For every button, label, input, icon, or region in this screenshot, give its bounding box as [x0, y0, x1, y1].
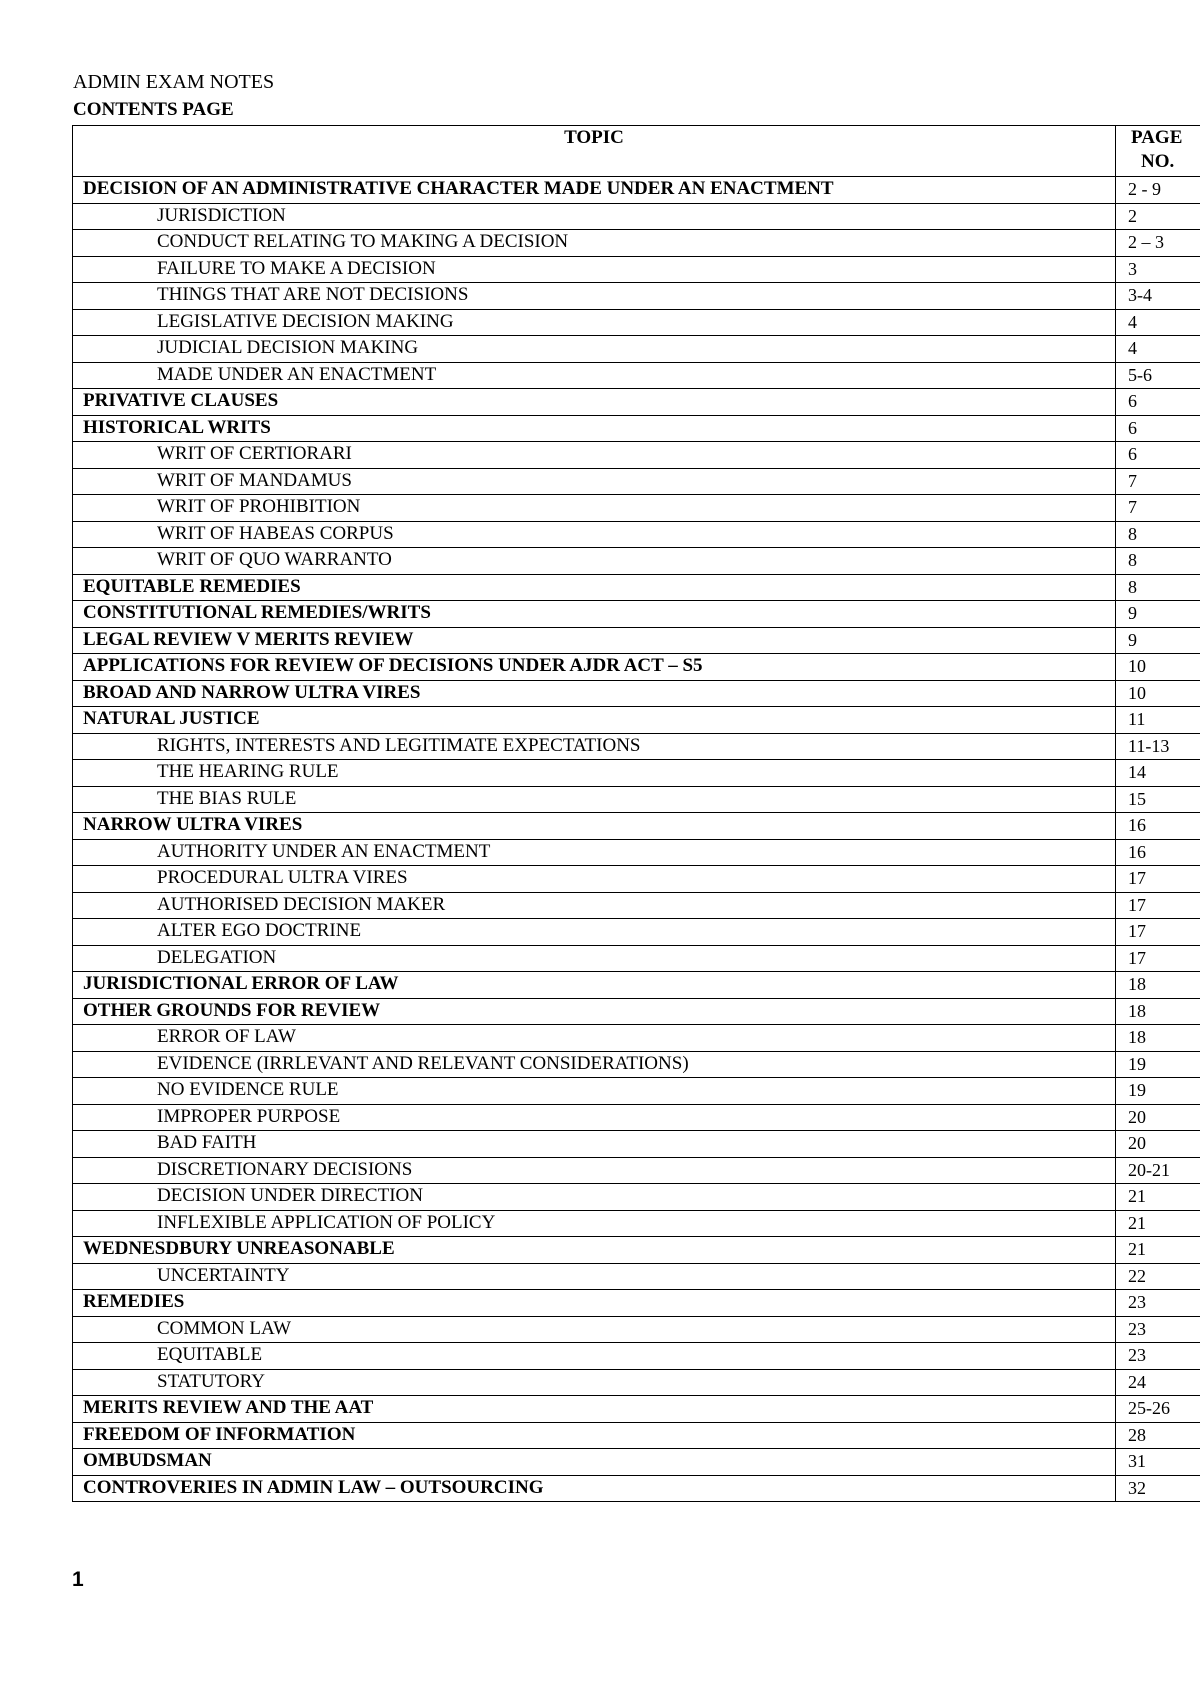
page-reference: 9	[1116, 601, 1200, 628]
page-reference: 24	[1116, 1369, 1200, 1396]
page-reference: 17	[1116, 919, 1200, 946]
subsection-topic: EQUITABLE	[73, 1343, 1116, 1370]
subsection-topic: THINGS THAT ARE NOT DECISIONS	[73, 283, 1116, 310]
page-reference: 18	[1116, 1025, 1200, 1052]
table-row	[73, 601, 1200, 628]
table-row	[73, 1104, 1200, 1131]
subsection-topic: INFLEXIBLE APPLICATION OF POLICY	[73, 1210, 1116, 1237]
table-row	[73, 839, 1200, 866]
contents-heading: CONTENTS PAGE	[73, 99, 234, 120]
table-row	[73, 256, 1200, 283]
table-row	[73, 468, 1200, 495]
page-reference: 3	[1116, 256, 1200, 283]
table-row	[73, 362, 1200, 389]
subsection-topic: MADE UNDER AN ENACTMENT	[73, 362, 1116, 389]
subsection-topic: THE HEARING RULE	[73, 760, 1116, 787]
page-number: 1	[72, 1568, 84, 1591]
section-topic: NATURAL JUSTICE	[73, 707, 1116, 734]
section-topic: HISTORICAL WRITS	[73, 415, 1116, 442]
table-row	[73, 495, 1200, 522]
page-reference: 2 - 9	[1116, 177, 1200, 204]
table-row	[73, 521, 1200, 548]
page-reference: 22	[1116, 1263, 1200, 1290]
page-reference: 17	[1116, 945, 1200, 972]
section-topic: REMEDIES	[73, 1290, 1116, 1317]
table-row	[73, 707, 1200, 734]
subsection-topic: FAILURE TO MAKE A DECISION	[73, 256, 1116, 283]
subsection-topic: JURISDICTION	[73, 203, 1116, 230]
page-reference: 19	[1116, 1051, 1200, 1078]
section-topic: OMBUDSMAN	[73, 1449, 1116, 1476]
table-row	[73, 1316, 1200, 1343]
contents-table-body	[73, 177, 1200, 1502]
section-topic: OTHER GROUNDS FOR REVIEW	[73, 998, 1116, 1025]
subsection-topic: WRIT OF PROHIBITION	[73, 495, 1116, 522]
page-reference: 20	[1116, 1131, 1200, 1158]
page-reference: 23	[1116, 1316, 1200, 1343]
subsection-topic: DELEGATION	[73, 945, 1116, 972]
subsection-topic: WRIT OF QUO WARRANTO	[73, 548, 1116, 575]
table-row	[73, 1157, 1200, 1184]
table-row	[73, 998, 1200, 1025]
page-reference: 4	[1116, 309, 1200, 336]
page-reference: 7	[1116, 495, 1200, 522]
page-reference: 6	[1116, 389, 1200, 416]
page-reference: 23	[1116, 1290, 1200, 1317]
table-row	[73, 548, 1200, 575]
page-reference: 32	[1116, 1475, 1200, 1502]
page-reference: 2 – 3	[1116, 230, 1200, 257]
table-row	[73, 680, 1200, 707]
table-row	[73, 760, 1200, 787]
subsection-topic: DISCRETIONARY DECISIONS	[73, 1157, 1116, 1184]
subsection-topic: RIGHTS, INTERESTS AND LEGITIMATE EXPECTATIONS	[73, 733, 1116, 760]
subsection-topic: PROCEDURAL ULTRA VIRES	[73, 866, 1116, 893]
section-topic: JURISDICTIONAL ERROR OF LAW	[73, 972, 1116, 999]
section-topic: APPLICATIONS FOR REVIEW OF DECISIONS UNDER AJDR ACT – S5	[73, 654, 1116, 681]
page-reference: 31	[1116, 1449, 1200, 1476]
table-row	[73, 1237, 1200, 1264]
section-topic: BROAD AND NARROW ULTRA VIRES	[73, 680, 1116, 707]
table-row	[73, 1078, 1200, 1105]
section-topic: MERITS REVIEW AND THE AAT	[73, 1396, 1116, 1423]
table-header-row	[73, 126, 1200, 177]
table-row	[73, 733, 1200, 760]
subsection-topic: JUDICIAL DECISION MAKING	[73, 336, 1116, 363]
page-reference: 15	[1116, 786, 1200, 813]
table-row	[73, 574, 1200, 601]
page-reference: 16	[1116, 813, 1200, 840]
section-topic: WEDNESDBURY UNREASONABLE	[73, 1237, 1116, 1264]
table-row	[73, 1343, 1200, 1370]
section-topic: NARROW ULTRA VIRES	[73, 813, 1116, 840]
page-reference: 10	[1116, 654, 1200, 681]
page-reference: 6	[1116, 415, 1200, 442]
table-row	[73, 654, 1200, 681]
page-reference: 8	[1116, 521, 1200, 548]
table-row	[73, 1184, 1200, 1211]
section-topic: FREEDOM OF INFORMATION	[73, 1422, 1116, 1449]
page-reference: 16	[1116, 839, 1200, 866]
table-row	[73, 389, 1200, 416]
page-reference: 5-6	[1116, 362, 1200, 389]
page-column-header	[1116, 126, 1200, 177]
table-row	[73, 892, 1200, 919]
page-reference: 9	[1116, 627, 1200, 654]
page-reference: 17	[1116, 892, 1200, 919]
page-reference: 18	[1116, 998, 1200, 1025]
subsection-topic: NO EVIDENCE RULE	[73, 1078, 1116, 1105]
section-topic: CONSTITUTIONAL REMEDIES/WRITS	[73, 601, 1116, 628]
page-reference: 11-13	[1116, 733, 1200, 760]
page-reference: 20	[1116, 1104, 1200, 1131]
table-row	[73, 336, 1200, 363]
subsection-topic: EVIDENCE (IRRLEVANT AND RELEVANT CONSIDERATIONS)	[73, 1051, 1116, 1078]
subsection-topic: AUTHORISED DECISION MAKER	[73, 892, 1116, 919]
table-row	[73, 203, 1200, 230]
subsection-topic: IMPROPER PURPOSE	[73, 1104, 1116, 1131]
page-reference: 6	[1116, 442, 1200, 469]
page-reference: 20-21	[1116, 1157, 1200, 1184]
table-row	[73, 866, 1200, 893]
page-reference: 8	[1116, 574, 1200, 601]
page-reference: 14	[1116, 760, 1200, 787]
page-reference: 2	[1116, 203, 1200, 230]
page-reference: 10	[1116, 680, 1200, 707]
table-row	[73, 415, 1200, 442]
page-reference: 3-4	[1116, 283, 1200, 310]
subsection-topic: COMMON LAW	[73, 1316, 1116, 1343]
table-row	[73, 919, 1200, 946]
section-topic: DECISION OF AN ADMINISTRATIVE CHARACTER MADE UNDER AN ENACTMENT	[73, 177, 1116, 204]
table-row	[73, 309, 1200, 336]
table-row	[73, 1210, 1200, 1237]
table-row	[73, 1396, 1200, 1423]
subsection-topic: ERROR OF LAW	[73, 1025, 1116, 1052]
table-row	[73, 627, 1200, 654]
table-row	[73, 1131, 1200, 1158]
table-row	[73, 786, 1200, 813]
document-title: ADMIN EXAM NOTES	[73, 71, 275, 93]
table-row	[73, 230, 1200, 257]
table-row	[73, 1369, 1200, 1396]
table-row	[73, 283, 1200, 310]
subsection-topic: LEGISLATIVE DECISION MAKING	[73, 309, 1116, 336]
topic-column-header: TOPIC	[73, 126, 1116, 177]
subsection-topic: CONDUCT RELATING TO MAKING A DECISION	[73, 230, 1116, 257]
subsection-topic: THE BIAS RULE	[73, 786, 1116, 813]
section-topic: PRIVATIVE CLAUSES	[73, 389, 1116, 416]
subsection-topic: WRIT OF HABEAS CORPUS	[73, 521, 1116, 548]
table-row	[73, 945, 1200, 972]
subsection-topic: AUTHORITY UNDER AN ENACTMENT	[73, 839, 1116, 866]
section-topic: EQUITABLE REMEDIES	[73, 574, 1116, 601]
page-reference: 25-26	[1116, 1396, 1200, 1423]
page-reference: 23	[1116, 1343, 1200, 1370]
page-reference: 11	[1116, 707, 1200, 734]
table-row	[73, 1290, 1200, 1317]
page-reference: 17	[1116, 866, 1200, 893]
table-row	[73, 972, 1200, 999]
page-reference: 7	[1116, 468, 1200, 495]
table-row	[73, 1025, 1200, 1052]
page-reference: 21	[1116, 1210, 1200, 1237]
contents-table	[72, 125, 1200, 1502]
subsection-topic: WRIT OF MANDAMUS	[73, 468, 1116, 495]
section-topic: LEGAL REVIEW V MERITS REVIEW	[73, 627, 1116, 654]
table-row	[73, 1475, 1200, 1502]
page-reference: 4	[1116, 336, 1200, 363]
page-reference: 8	[1116, 548, 1200, 575]
table-row	[73, 177, 1200, 204]
page-reference: 18	[1116, 972, 1200, 999]
subsection-topic: UNCERTAINTY	[73, 1263, 1116, 1290]
subsection-topic: ALTER EGO DOCTRINE	[73, 919, 1116, 946]
page-header-line1: PAGE	[1131, 127, 1183, 148]
page-reference: 19	[1116, 1078, 1200, 1105]
subsection-topic: WRIT OF CERTIORARI	[73, 442, 1116, 469]
page-reference: 21	[1116, 1184, 1200, 1211]
table-row	[73, 1051, 1200, 1078]
table-row	[73, 442, 1200, 469]
page-reference: 28	[1116, 1422, 1200, 1449]
section-topic: CONTROVERIES IN ADMIN LAW – OUTSOURCING	[73, 1475, 1116, 1502]
subsection-topic: BAD FAITH	[73, 1131, 1116, 1158]
table-row	[73, 813, 1200, 840]
table-row	[73, 1422, 1200, 1449]
subsection-topic: STATUTORY	[73, 1369, 1116, 1396]
page-header-line2: NO.	[1141, 151, 1175, 172]
table-row	[73, 1449, 1200, 1476]
page-reference: 21	[1116, 1237, 1200, 1264]
subsection-topic: DECISION UNDER DIRECTION	[73, 1184, 1116, 1211]
table-row	[73, 1263, 1200, 1290]
